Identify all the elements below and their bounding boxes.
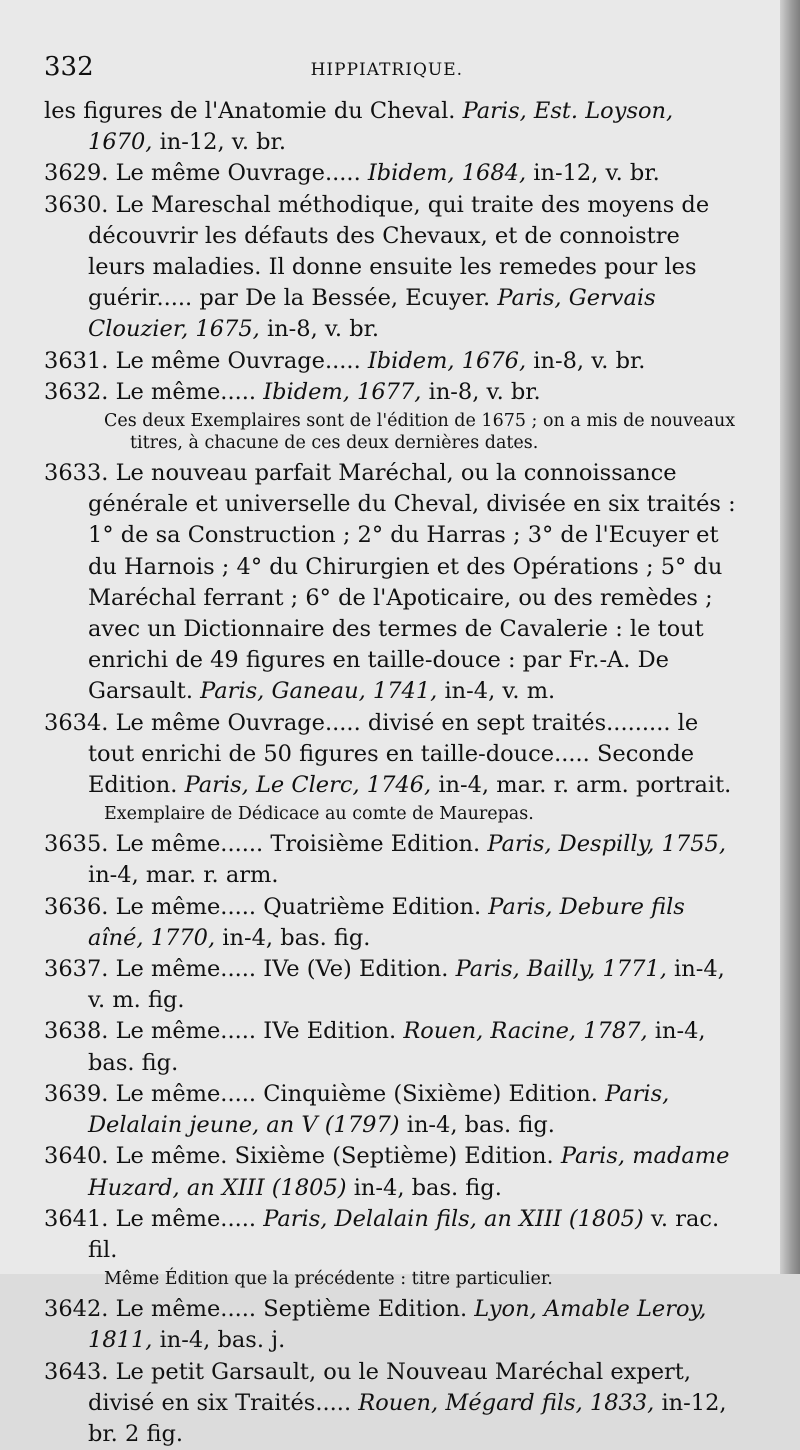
entry-3639: 3639. Le même..... Cinquième (Sixième) Edition. Paris, Delalain jeune, an V (1797) in-4, bas. fig. [44, 1080, 670, 1139]
entry-3633: 3633. Le nouveau parfait Maréchal, ou la connoissance générale et universelle du Cheval, divisée en six traités : 1° de sa Construction ; 2° du Harras ; 3° de l'Ecuyer et du Harnois ; 4° du Chirurgien et des Opérations ; 5° du Maréchal ferrant ; 6° de l'Apoticaire, ou des remèdes ; avec un Dictionnaire des termes de Cavalerie : le tout enrichi de 49 figures en taille-douce : par Fr.-A. De Garsault. Paris, Ganeau, 1741, in-4, v. m. [44, 460, 736, 705]
entry-3642: 3642. Le même..... Septième Edition. Lyon, Amable Leroy, 1811, in-4, bas. j. [44, 1296, 707, 1354]
entry-3631: 3631. Le même Ouvrage..... Ibidem, 1676, in-8, v. br. [44, 347, 646, 374]
entry-3638: 3638. Le même..... IVe Edition. Rouen, Racine, 1787, in-4, bas. fig. [44, 1018, 706, 1076]
entry-3640: 3640. Le même. Sixième (Septième) Edition. Paris, madame Huzard, an XIII (1805) in-4, bas. fig. [44, 1143, 730, 1201]
entry-3637: 3637. Le même..... IVe (Ve) Edition. Paris, Bailly, 1771, in-4, v. m. fig. [44, 956, 725, 1014]
entry-3641: 3641. Le même..... Paris, Delalain fils, an XIII (1805) v. rac. fil. [44, 1205, 720, 1263]
entry-3635: 3635. Le même...... Troisième Edition. Paris, Despilly, 1755, in-4, mar. r. arm. [44, 831, 727, 889]
entry-3629: 3629. Le même Ouvrage..... Ibidem, 1684, in-12, v. br. [44, 160, 660, 187]
entry-3636: 3636. Le même..... Quatrième Edition. Paris, Debure fils aîné, 1770, in-4, bas. fig. [44, 893, 685, 951]
entry-3634: 3634. Le même Ouvrage..... divisé en sept traités......... le tout enrichi de 50 figures en taille-douce..... Seconde Edition. Paris, Le Clerc, 1746, in-4, mar. r. arm. portrait. [44, 709, 732, 799]
running-title: HIPPIATRIQUE. [310, 60, 464, 80]
entry-continued: les figures de l'Anatomie du Cheval. Paris, Est. Loyson, 1670, in-12, v. br. [44, 98, 674, 156]
note-3634: Exemplaire de Dédicace au comte de Maurepas. [104, 804, 534, 825]
entry-3632: 3632. Le même..... Ibidem, 1677, in-8, v. br. [44, 378, 541, 405]
note-3641: Même Édition que la précédente : titre particulier. [104, 1269, 553, 1290]
entry-3643: 3643. Le petit Garsault, ou le Nouveau Maréchal expert, divisé en six Traités..... Rouen, Mégard fils, 1833, in-12, br. 2 fig. [44, 1358, 727, 1447]
page-edge-shadow [780, 0, 800, 1274]
entry-3630: 3630. Le Mareschal méthodique, qui traite des moyens de découvrir les défauts des Chevaux, et de connoistre leurs maladies. Il donne ensuite les remedes pour les guérir..... par De la Bessée, Ecuyer. Paris, Gervais Clouzier, 1675, in-8, v. br. [44, 191, 710, 343]
note-3632: Ces deux Exemplaires sont de l'édition de 1675 ; on a mis de nouveaux titres, à chacune de ces deux dernières dates. [104, 411, 736, 454]
page-header [44, 52, 740, 96]
page-number: 332 [44, 52, 94, 82]
